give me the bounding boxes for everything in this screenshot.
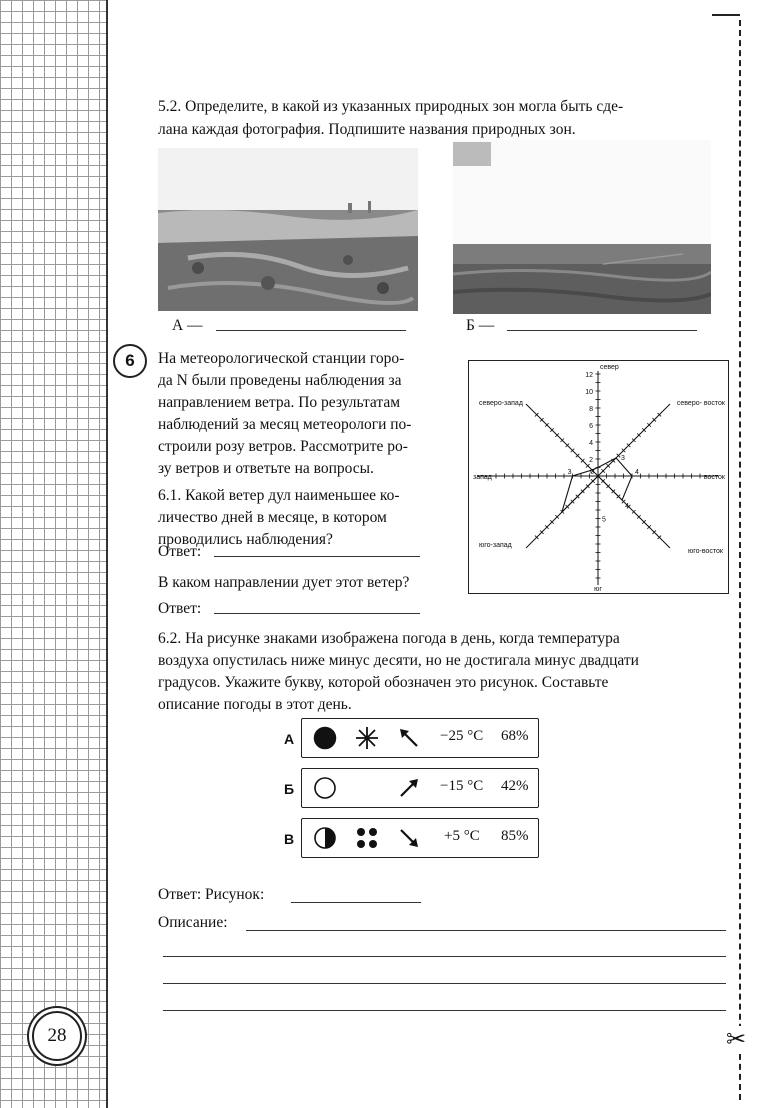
page-number: 28: [32, 1011, 82, 1061]
q62-line1: 6.2. На рисунке знаками изображена погода в день, когда температура: [158, 630, 620, 647]
wind-rose-svg: [469, 361, 728, 593]
north-tick-label: 6: [589, 423, 593, 430]
cut-line: [739, 20, 741, 1100]
q62-line4: описание погоды в этот день.: [158, 696, 352, 713]
partly-cloudy-icon: [310, 819, 340, 857]
description-line-1[interactable]: [246, 930, 726, 931]
task6-intro-1: На метеорологической станции горо-: [158, 350, 405, 367]
answer-line-1[interactable]: [214, 556, 420, 557]
direction-label: восток: [703, 474, 725, 481]
q61-line2: личество дней в месяце, в котором: [158, 509, 387, 526]
description-line-2[interactable]: [163, 956, 726, 957]
temperature-b: −15 °C: [440, 778, 484, 794]
task6-intro-2: да N были проведены наблюдения за: [158, 372, 402, 389]
south-tick-label: 5: [602, 516, 606, 524]
q61b-text: В каком направлении дует этот ветер?: [158, 574, 410, 591]
clear-sky-icon: [310, 769, 340, 807]
scissors-icon: ✂: [726, 1027, 747, 1053]
answer-picture-line[interactable]: [291, 902, 421, 903]
task6-intro-4: наблюдений за месяц метеорологи по-: [158, 416, 412, 433]
task52-line2: лана каждая фотография. Подпишите названия природных зон.: [158, 121, 576, 138]
wind-northeast-icon: [394, 769, 424, 807]
north-tick-label: 4: [589, 440, 593, 447]
description-label: Описание:: [158, 914, 228, 931]
point-label-e: 4: [635, 469, 639, 476]
photo-b-sky: [453, 140, 711, 244]
photo-b-label: Б —: [466, 317, 495, 334]
temperature-a: −25 °C: [440, 728, 484, 744]
task6-intro-6: зу ветров и ответьте на вопросы.: [158, 460, 374, 477]
overcast-icon: [310, 719, 340, 757]
weather-letter-a: А: [284, 731, 295, 747]
answer-picture-label: Ответ: Рисунок:: [158, 886, 265, 903]
weather-letter-b: Б: [284, 781, 295, 797]
description-line-3[interactable]: [163, 983, 726, 984]
direction-label: север: [600, 364, 619, 371]
direction-label: северо-запад: [479, 400, 523, 407]
q62-line3: градусов. Укажите букву, которой обозначен это рисунок. Составьте: [158, 674, 609, 691]
photo-a-label: А —: [172, 317, 203, 334]
wind-southeast-icon: [394, 819, 424, 857]
point-label-w: 3: [567, 469, 572, 476]
margin-grid: [0, 0, 108, 1108]
photo-b-answer-line[interactable]: [507, 330, 697, 331]
north-tick-label: 10: [585, 389, 593, 396]
q62-line2: воздуха опустилась ниже минус десяти, но не достигала минус двадцати: [158, 652, 639, 669]
photo-b: [453, 244, 711, 314]
direction-label: юг: [594, 586, 602, 593]
cut-line-top: [712, 14, 740, 16]
point-label-se: 4: [625, 503, 629, 511]
task6-intro-5: строили розу ветров. Рассмотрите ро-: [158, 438, 408, 455]
description-line-4[interactable]: [163, 1010, 726, 1011]
direction-label: северо- восток: [676, 400, 725, 407]
humidity-c: 85%: [501, 828, 529, 844]
answer-label-1: Ответ:: [158, 543, 202, 560]
task6-intro-3: направлением ветра. По результатам: [158, 394, 401, 411]
weather-row-c[interactable]: [301, 818, 539, 858]
snow-icon: [352, 719, 382, 757]
humidity-a: 68%: [501, 728, 529, 744]
humidity-b: 42%: [501, 778, 529, 794]
rain-icon: [352, 819, 382, 857]
direction-label: юго-восток: [688, 548, 723, 555]
temperature-c: +5 °C: [444, 828, 480, 844]
weather-letter-c: В: [284, 831, 295, 847]
weather-row-b[interactable]: [301, 768, 539, 808]
north-tick-label: 2: [589, 457, 593, 464]
task-number-badge: 6: [113, 344, 147, 378]
wind-rose-chart: [468, 360, 729, 594]
north-tick-label: 8: [589, 406, 593, 413]
point-label-ne: 3: [621, 454, 625, 462]
task52-line1: 5.2. Определите, в какой из указанных природных зон могла быть сде-: [158, 98, 624, 115]
photo-a-answer-line[interactable]: [216, 330, 406, 331]
wind-rose-polygon: [562, 458, 632, 512]
q61-line1: 6.1. Какой ветер дул наименьшее ко-: [158, 487, 400, 504]
photo-a: [158, 148, 418, 311]
wind-northwest-icon: [394, 719, 424, 757]
weather-row-a[interactable]: [301, 718, 539, 758]
north-tick-label: 12: [585, 372, 593, 379]
q61-line3: проводились наблюдения?: [158, 531, 333, 548]
direction-label: юго-запад: [479, 542, 512, 549]
point-label-center: 0: [590, 469, 594, 476]
answer-label-2: Ответ:: [158, 600, 202, 617]
answer-line-2[interactable]: [214, 613, 420, 614]
direction-label: запад: [473, 474, 492, 481]
